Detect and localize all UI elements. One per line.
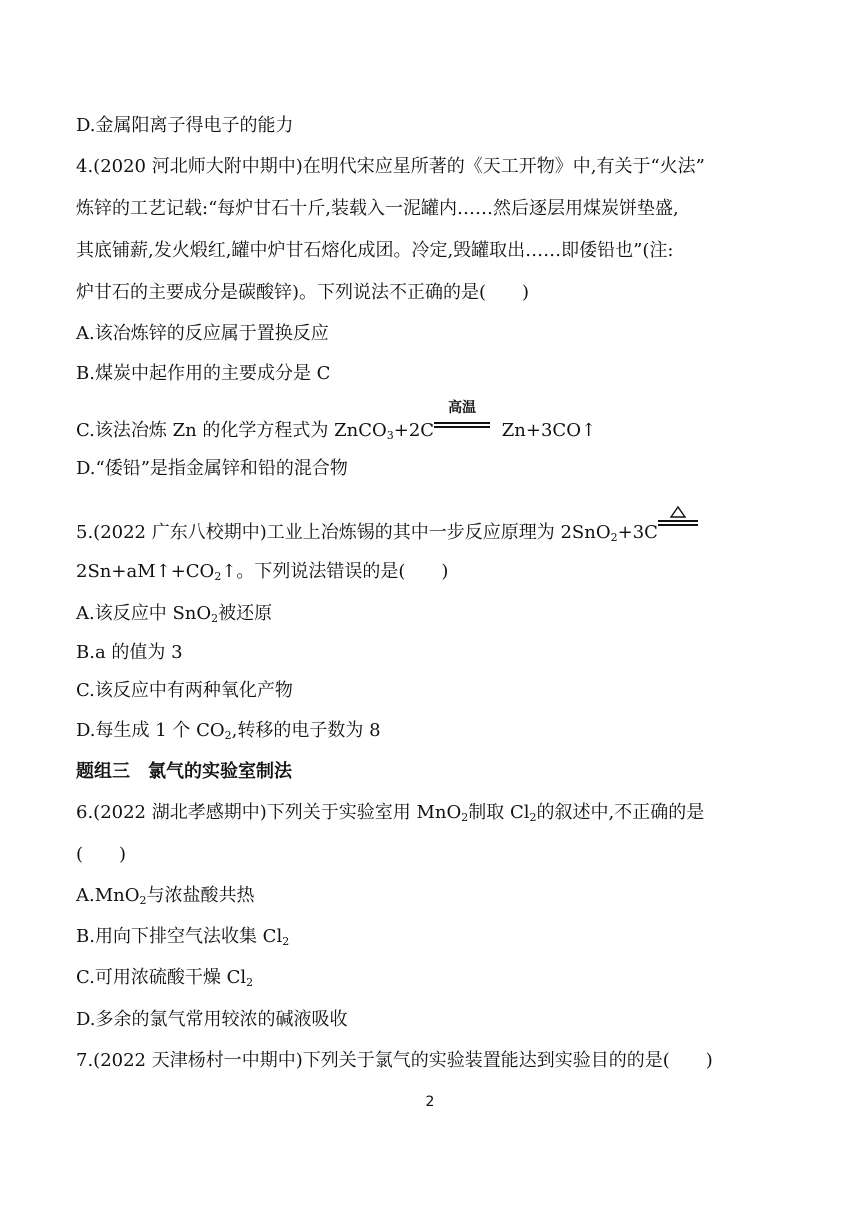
heat-triangle-icon <box>670 506 686 518</box>
q5-option-d-suffix: ,转移的电子数为 8 <box>231 720 381 741</box>
equals-bar-top <box>658 520 698 522</box>
q5-stem-line-2-prefix: 2Sn+aM↑+CO <box>76 561 215 582</box>
q4-option-a-text: A.该冶炼锌的反应属于置换反应 <box>76 323 329 344</box>
q5-option-d-prefix: D.每生成 1 个 CO <box>76 720 225 741</box>
subscript: 2 <box>610 531 618 544</box>
q5-option-d <box>76 719 381 743</box>
q4-stem-line-3 <box>76 239 673 263</box>
section-heading-text: 题组三 氯气的实验室制法 <box>76 761 292 782</box>
q6-option-a-suffix: 与浓盐酸共热 <box>146 885 255 906</box>
q6-stem-mid: 制取 Cl <box>468 802 530 823</box>
q4-stem-line-2 <box>76 197 679 221</box>
q6-stem-prefix: 6.(2022 湖北孝感期中)下列关于实验室用 MnO <box>76 802 462 823</box>
subscript: 2 <box>214 570 222 583</box>
reaction-condition-arrow <box>434 400 490 438</box>
q4-option-d-text: D.“倭铅”是指金属锌和铅的混合物 <box>76 458 348 479</box>
q4-stem-line-4 <box>76 281 529 305</box>
q5-stem-mid: +3C <box>617 522 658 543</box>
q6-stem-suffix: 的叙述中,不正确的是 <box>536 802 705 823</box>
q4-stem-line-4-text: 炉甘石的主要成分是碳酸锌)。下列说法不正确的是( ) <box>76 282 530 303</box>
q4-stem-line-3-text: 其底铺薪,发火煅红,罐中炉甘石熔化成团。冷定,毁罐取出……即倭铅也”(注: <box>76 240 674 261</box>
q4-option-c-mid: +2C <box>393 420 435 441</box>
subscript: 2 <box>461 811 469 824</box>
page-number: 2 <box>425 1094 435 1110</box>
q3-option-d <box>76 114 294 138</box>
q5-stem-prefix: 5.(2022 广东八校期中)工业上冶炼锡的其中一步反应原理为 2SnO <box>76 522 611 543</box>
equals-bar-top <box>434 422 490 424</box>
q5-stem-line-1 <box>76 518 698 545</box>
q5-option-b-text: B.a 的值为 3 <box>76 642 183 663</box>
q6-option-b-prefix: B.用向下排空气法收集 Cl <box>76 926 283 947</box>
q4-stem-line-1 <box>76 155 705 179</box>
q3-option-d-text: D.金属阳离子得电子的能力 <box>76 115 294 136</box>
q4-option-a <box>76 322 329 346</box>
q6-option-c <box>76 966 253 990</box>
q4-stem-line-1-text: 4.(2020 河北师大附中期中)在明代宋应星所著的《天工开物》中,有关于“火法” <box>76 156 705 177</box>
q6-option-d <box>76 1008 348 1032</box>
q4-option-b-text: B.煤炭中起作用的主要成分是 C <box>76 363 331 384</box>
subscript: 2 <box>139 894 147 907</box>
q5-option-a-prefix: A.该反应中 SnO <box>76 603 212 624</box>
q5-option-a-suffix: 被还原 <box>218 603 273 624</box>
q5-option-a <box>76 602 272 626</box>
q4-option-b <box>76 362 330 386</box>
reaction-condition-label: 高温 <box>448 400 477 416</box>
q5-option-c <box>76 679 293 703</box>
q6-option-a <box>76 884 255 908</box>
q4-stem-line-2-text: 炼锌的工艺记载:“每炉甘石十斤,装载入一泥罐内……然后逐层用煤炭饼垫盛, <box>76 198 679 219</box>
q4-option-c <box>76 400 597 443</box>
q5-stem-line-2 <box>76 560 448 584</box>
q4-option-d <box>76 457 348 481</box>
subscript: 2 <box>224 729 232 742</box>
q7-stem <box>76 1049 713 1073</box>
heating-condition-arrow <box>658 518 698 540</box>
subscript: 2 <box>529 811 537 824</box>
q6-stem-line-1 <box>76 801 704 825</box>
q6-stem-line-2 <box>76 843 126 867</box>
q6-answer-blank: ( ) <box>76 844 127 865</box>
subscript: 2 <box>211 612 219 625</box>
q6-option-a-prefix: A.MnO <box>76 885 140 906</box>
equals-bar-bottom <box>658 524 698 526</box>
q4-option-c-suffix: Zn+3CO↑ <box>496 420 597 441</box>
q6-option-b <box>76 925 289 949</box>
q4-option-c-prefix: C.该法冶炼 Zn 的化学方程式为 ZnCO <box>76 420 387 441</box>
q6-option-d-text: D.多余的氯气常用较浓的碱液吸收 <box>76 1009 348 1030</box>
subscript: 2 <box>282 935 290 948</box>
subscript: 3 <box>386 429 394 442</box>
q6-option-c-prefix: C.可用浓硫酸干燥 Cl <box>76 967 247 988</box>
q5-option-c-text: C.该反应中有两种氧化产物 <box>76 680 293 701</box>
q5-stem-line-2-suffix: ↑。下列说法错误的是( ) <box>221 561 449 582</box>
q5-option-b <box>76 641 183 665</box>
section-heading <box>76 760 292 784</box>
equals-bar-bottom <box>434 426 490 428</box>
q7-stem-text: 7.(2022 天津杨村一中期中)下列关于氯气的实验装置能达到实验目的的是( ) <box>76 1050 713 1071</box>
subscript: 2 <box>246 976 254 989</box>
